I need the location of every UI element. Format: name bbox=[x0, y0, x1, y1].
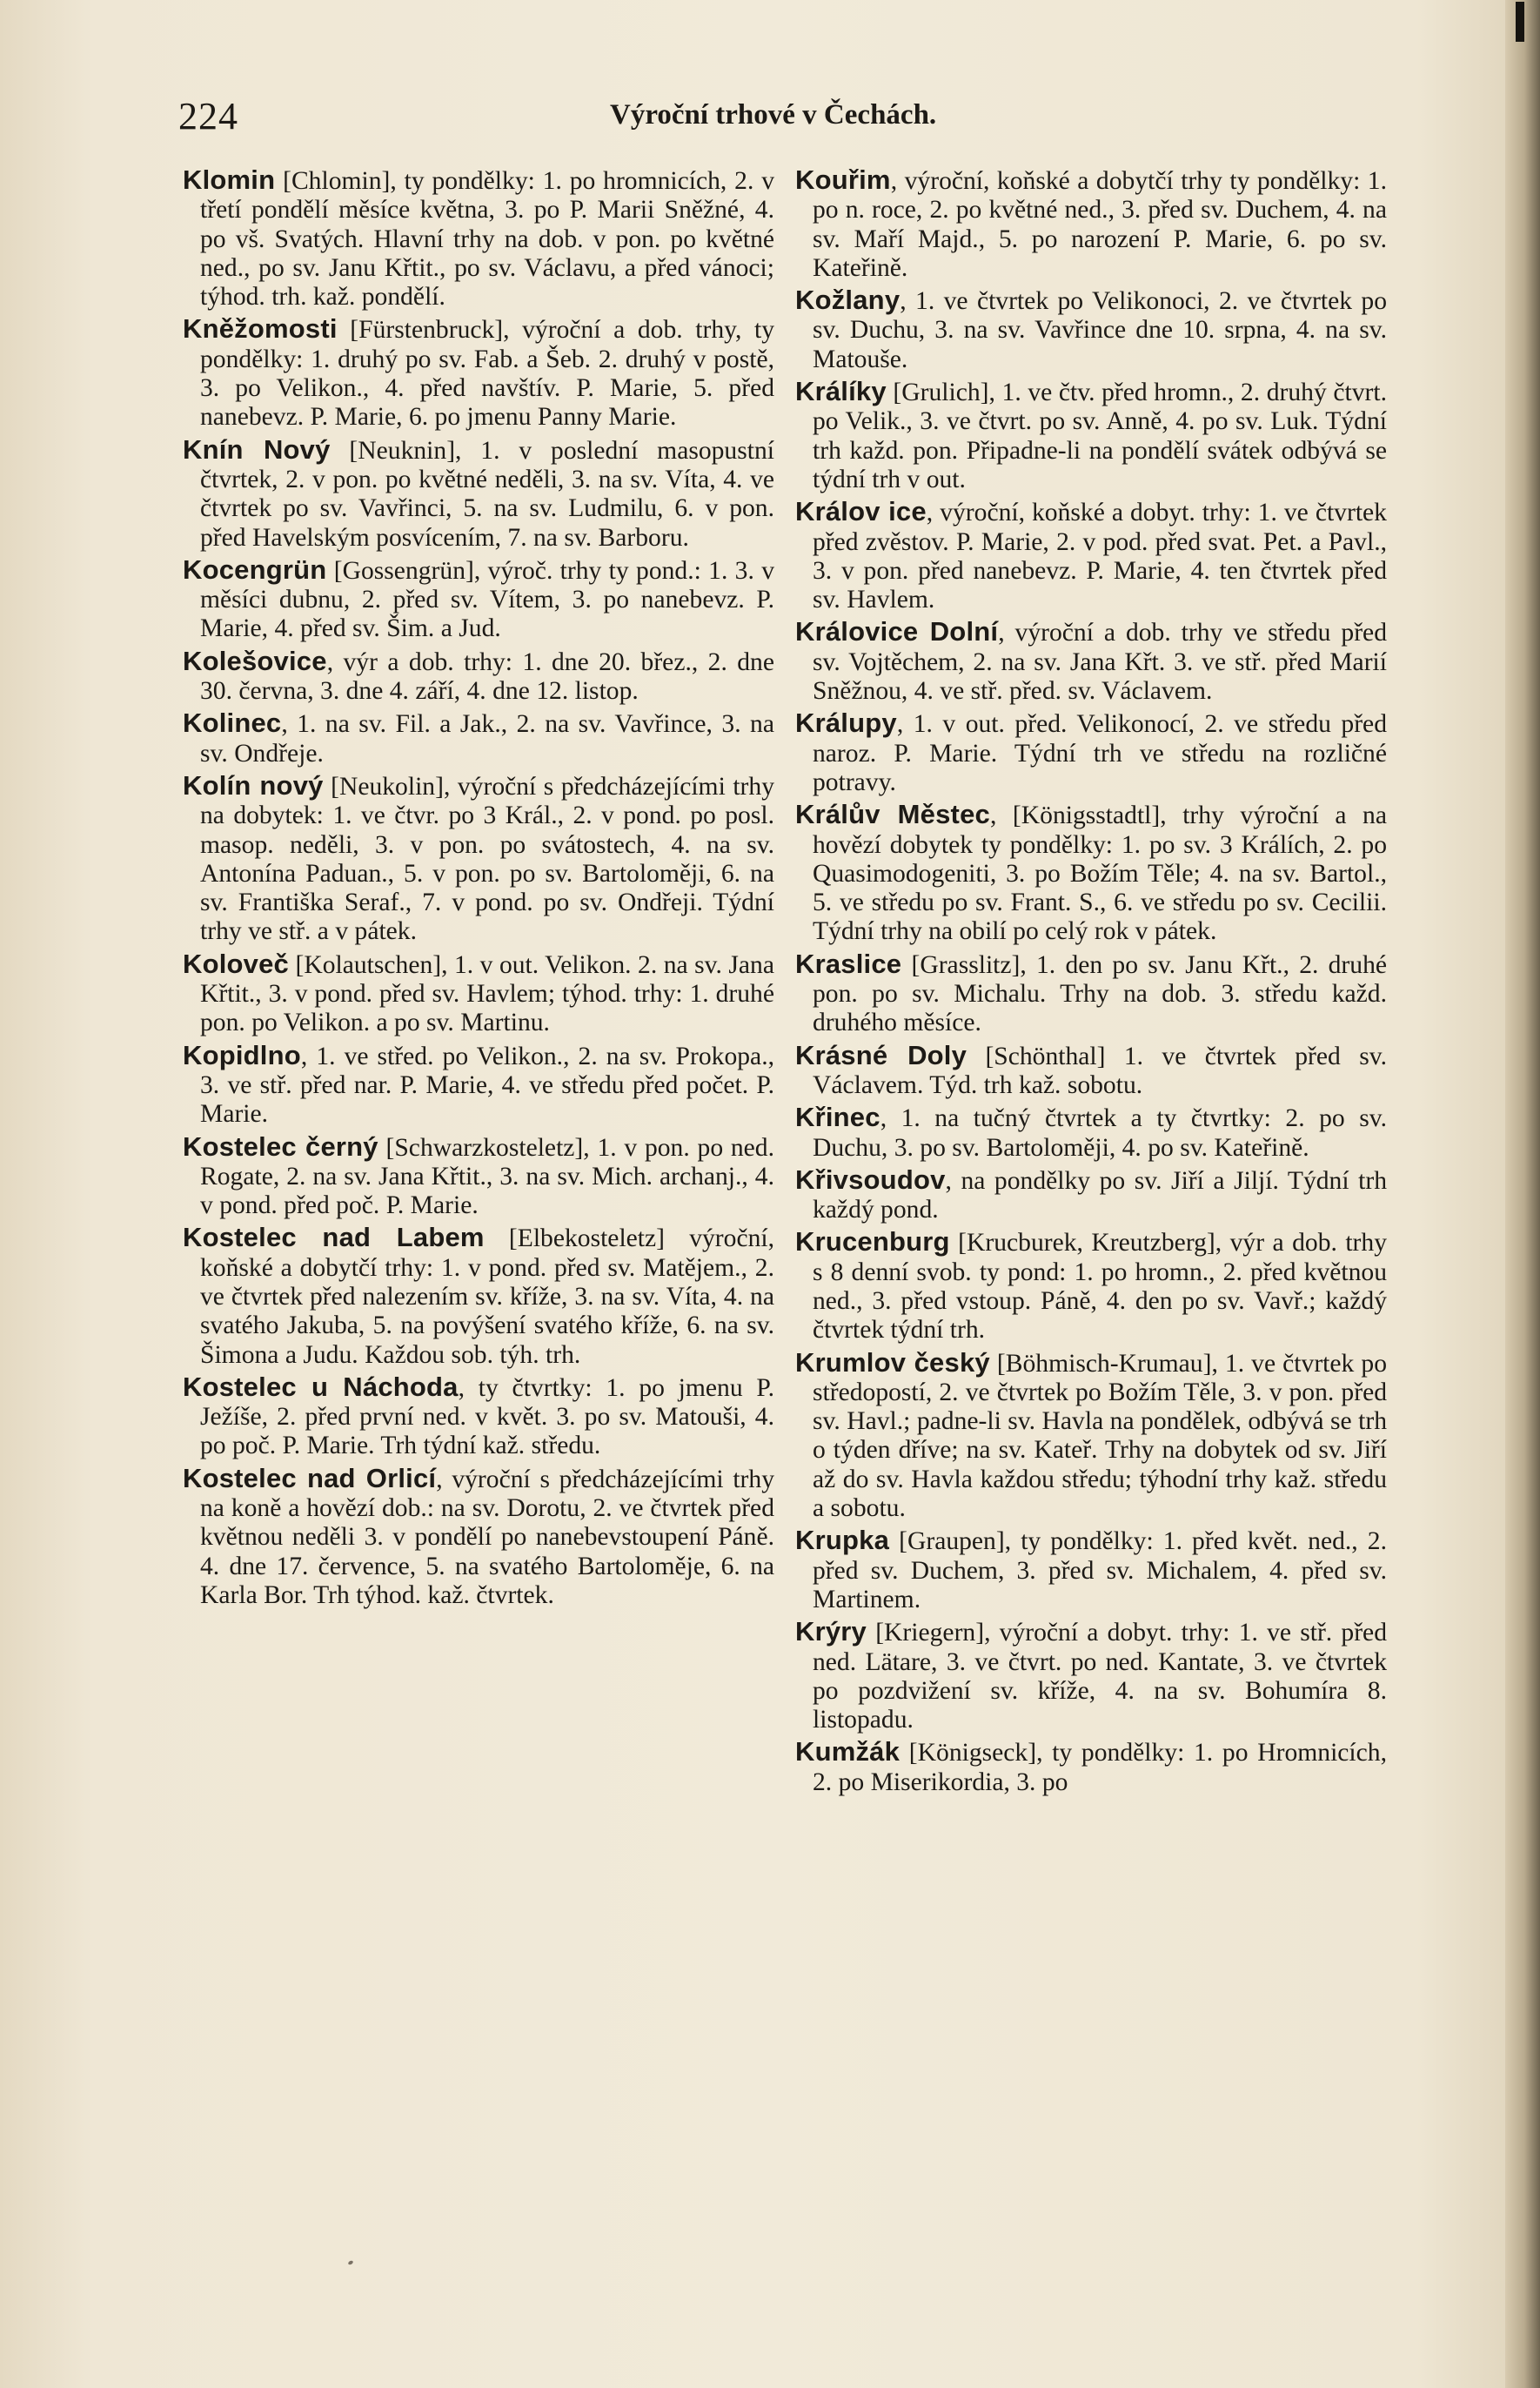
dictionary-entry bbox=[795, 1348, 1387, 1524]
entry-text: , 1. na sv. Fil. a Jak., 2. na sv. Vavřince, 3. na sv. Ondřeje. bbox=[200, 710, 774, 768]
entry-headword: Krýry bbox=[795, 1616, 867, 1647]
dictionary-entry bbox=[183, 771, 774, 947]
dictionary-entry bbox=[795, 1227, 1387, 1345]
entry-text: [Kolautschen], 1. v out. Velikon. 2. na sv. Jana Křtit., 3. v pond. před sv. Havlem; týhod. trhy: 1. druhé pon. po Velikon. a po sv. Martinu. bbox=[200, 950, 774, 1037]
entry-headword: Kostelec u Náchoda bbox=[183, 1371, 459, 1402]
entry-headword: Kolín nový bbox=[183, 769, 324, 801]
entry-text: , ty čtvrtky: 1. po jmenu P. Ježíše, 2. před první ned. v květ. 3. po sv. Matouši, 4. po poč. P. Marie. Trh týdní kaž. středu. bbox=[200, 1373, 774, 1460]
entry-headword: Králov ice bbox=[795, 496, 927, 527]
dictionary-entry bbox=[795, 1526, 1387, 1614]
page-number: 224 bbox=[178, 95, 238, 138]
dictionary-entry bbox=[795, 1737, 1387, 1797]
entry-headword: Kraslice bbox=[795, 948, 902, 979]
dictionary-entry bbox=[183, 1041, 774, 1130]
entry-text: [Neukolin], výroční s předcházejícími trhy na dobytek: 1. ve čtvr. po 3 Král., 2. v pond. po posl. masop. neděli, 3. v pon. po svátostech, 4. na sv. Antonína Paduan., 5. v pon. po sv. Bartoloměji, 6. na sv. Františka Seraf., 7. v pond. po sv. Ondřeji. Týdní trhy ve stř. a v pátek. bbox=[200, 772, 774, 946]
entry-text: , [Königsstadtl], trhy výroční a na hovězí dobytek ty pondělky: 1. po sv. 3 Králích, 2. po Quasimodogeniti, 3. po Božím Těle; 4. na sv. Bartol., 5. ve středu po sv. Frant. S., 6. ve středu po sv. Cecilii. Týdní trhy na obilí po celý rok v pátek. bbox=[813, 802, 1387, 946]
entry-headword: Kožlany bbox=[795, 285, 901, 316]
dictionary-entry bbox=[795, 708, 1387, 797]
dictionary-entry bbox=[795, 497, 1387, 614]
ink-speck-decoration bbox=[347, 2260, 353, 2265]
page-header bbox=[178, 94, 1405, 146]
entry-text: [Elbekosteletz] výroční, koňské a dobytčí trhy: 1. v pond. před sv. Matějem., 2. ve čtvrtek před nalezením sv. kříže, 3. na sv. Víta, 4. na svatého Jakuba, 5. na povýšení svatého kříže, 6. na sv. Šimona a Judu. Každou sob. týh. trh. bbox=[200, 1224, 775, 1369]
entry-headword: Kopidlno bbox=[183, 1039, 301, 1070]
dictionary-entry bbox=[795, 617, 1387, 706]
entry-headword: Kumžák bbox=[795, 1736, 901, 1768]
entry-text: [Königseck], ty pondělky: 1. po Hromnicích, 2. po Miserikordia, 3. po bbox=[813, 1739, 1387, 1796]
entry-headword: Křinec bbox=[795, 1102, 880, 1133]
binding-mark bbox=[1516, 2, 1524, 42]
entry-headword: Kostelec černý bbox=[183, 1130, 378, 1162]
entry-text: , 1. v out. před. Velikonocí, 2. ve středu před naroz. P. Marie. Týdní trh ve středu na rozličné potravy. bbox=[813, 710, 1387, 796]
dictionary-entry bbox=[795, 377, 1387, 494]
entry-headword: Klomin bbox=[183, 164, 276, 195]
entry-text: [Graupen], ty pondělky: 1. před květ. ned., 2. před sv. Duchem, 3. před sv. Michalem, 4. před sv. Martinem. bbox=[813, 1527, 1387, 1613]
entry-text: [Neuknin], 1. v poslední masopustní čtvrtek, 2. v pon. po květné neděli, 3. na sv. Víta, 4. ve čtvrtek po sv. Vavřinci, 5. na sv. Ludmilu, 6. v pon. před Havelským posvícením, 7. na sv. Barboru. bbox=[200, 436, 774, 552]
entry-text: , výroční a dob. trhy ve středu před sv. Vojtěchem, 2. na sv. Jana Křt. 3. ve stř. před Marií Sněžnou, 4. ve stř. před. sv. Václavem. bbox=[813, 619, 1387, 706]
dictionary-entry bbox=[183, 708, 774, 768]
left-column bbox=[183, 165, 774, 1613]
entry-headword: Králupy bbox=[795, 708, 897, 739]
entry-headword: Kocengrün bbox=[183, 553, 327, 585]
entry-text: , 1. ve střed. po Velikon., 2. na sv. Prokopa., 3. ve stř. před nar. P. Marie, 4. ve středu před počet. P. Marie. bbox=[200, 1042, 774, 1129]
entry-headword: Kostelec nad Orlicí bbox=[183, 1462, 437, 1493]
dictionary-entry bbox=[795, 949, 1387, 1038]
entry-headword: Krásné Doly bbox=[795, 1039, 968, 1070]
entry-headword: Králův Městec bbox=[795, 799, 990, 830]
entry-text: [Schwarzkosteletz], 1. v pon. po ned. Rogate, 2. na sv. Jana Křtit., 3. na sv. Mich. archanj., 4. v pond. před poč. P. Marie. bbox=[200, 1133, 775, 1220]
entry-headword: Křivsoudov bbox=[795, 1164, 946, 1195]
running-title: Výroční trhové v Čechách. bbox=[610, 99, 937, 131]
dictionary-entry bbox=[183, 555, 774, 644]
dictionary-entry bbox=[795, 1617, 1387, 1734]
entry-text: [Kriegern], výroční a dobyt. trhy: 1. ve stř. před ned. Lätare, 3. ve čtvrt. po ned. Kantate, 3. ve čtvrtek po pozdvižení sv. kříže, 4. na sv. Bohumíra 8. listopadu. bbox=[813, 1619, 1387, 1734]
dictionary-entry bbox=[795, 285, 1387, 374]
entry-headword: Králíky bbox=[795, 376, 887, 407]
dictionary-entry bbox=[183, 1372, 774, 1461]
dictionary-entry bbox=[183, 435, 774, 553]
entry-text: , 1. na tučný čtvrtek a ty čtvrtky: 2. po sv. Duchu, 3. po sv. Bartoloměji, 4. po sv. Kateřině. bbox=[813, 1104, 1387, 1162]
dictionary-entry bbox=[795, 1041, 1387, 1101]
entry-text: [Böhmisch-Krumau], 1. ve čtvrtek po středopostí, 2. ve čtvrtek po Božím Těle, 3. v pon. před sv. Havl.; padne-li sv. Havla na pondělek, odbývá se trh o týden dříve; na sv. Kateř. Trhy na dobytek od sv. Jiří až do sv. Havla každou středu; týhodní trhy kaž. středu a sobotu. bbox=[813, 1349, 1387, 1523]
entry-text: [Grasslitz], 1. den po sv. Janu Křt., 2. druhé pon. po sv. Michalu. Trhy na dob. 3. středu každ. druhého měsíce. bbox=[813, 950, 1387, 1037]
dictionary-entry bbox=[795, 165, 1387, 283]
entry-text: , výroční, koňské a dobytčí trhy ty pondělky: 1. po n. roce, 2. po květné ned., 3. před sv. Duchem, 4. na sv. Maří Majd., 5. po narození P. Marie, 6. po sv. Kateřině. bbox=[813, 167, 1387, 282]
dictionary-entry bbox=[183, 1223, 774, 1369]
dictionary-entry bbox=[183, 647, 774, 707]
entry-text: [Gossengrün], výroč. trhy ty pond.: 1. 3. v měsíci dubnu, 2. před sv. Vítem, 3. po nanebevz. P. Marie, 4. před sv. Šim. a Jud. bbox=[200, 556, 774, 643]
dictionary-entry bbox=[183, 949, 774, 1038]
entry-headword: Krucenburg bbox=[795, 1226, 950, 1258]
entry-text: [Chlomin], ty pondělky: 1. po hromnicích, 2. v třetí pondělí měsíce května, 3. po P. Marii Sněžné, 4. po vš. Svatých. Hlavní trhy na dob. v pon. po květné ned., po sv. Janu Křtit., po sv. Václavu, a před vánoci; týhod. trh. kaž. pondělí. bbox=[200, 167, 774, 312]
entry-text: [Grulich], 1. ve čtv. před hromn., 2. druhý čtvrt. po Velik., 3. ve čtvrt. po sv. Anně, 4. po sv. Luk. Týdní trh každ. pon. Připadne-li na pondělí svátek odbývá se týdní trh v out. bbox=[813, 379, 1387, 493]
dictionary-entry bbox=[795, 800, 1387, 946]
entry-text: , na pondělky po sv. Jiří a Jiljí. Týdní trh každý pond. bbox=[813, 1166, 1387, 1224]
entry-headword: Krupka bbox=[795, 1525, 890, 1556]
entry-headword: Kolinec bbox=[183, 708, 282, 739]
page-gutter-shadow bbox=[1505, 0, 1540, 2388]
entry-text: [Krucburek, Kreutzberg], výr a dob. trhy s 8 denní svob. ty pond: 1. po hromn., 2. před květnou ned., 3. před vstoup. Páně, 4. den po sv. Vavř.; každý čtvrtek týdní trh. bbox=[813, 1229, 1387, 1345]
entry-text: , výroční, koňské a dobyt. trhy: 1. ve čtvrtek před zvěstov. P. Marie, 2. v pod. před svat. Pet. a Pavl., 3. v pon. před nanebevz. P. Marie, 4. ten čtvrtek před sv. Havlem. bbox=[813, 499, 1387, 614]
entry-text: [Fürstenbruck], výroční a dob. trhy, ty pondělky: 1. druhý po sv. Fab. a Šeb. 2. druhý v postě, 3. po Velikon., 4. před navštív. P. Marie, 5. před nanebevz. P. Marie, 6. po jmenu Panny Marie. bbox=[200, 316, 774, 432]
dictionary-entry bbox=[795, 1103, 1387, 1163]
entry-headword: Kouřim bbox=[795, 164, 891, 195]
entry-text: , výroční s předcházejícími trhy na koně a hovězí dob.: na sv. Dorotu, 2. ve čtvrtek před květnou neděli 3. v pondělí po nanebevstoupení Páně. 4. dne 17. července, 5. na svatého Bartoloměje, 6. na Karla Bor. Trh týhod. kaž. čtvrtek. bbox=[200, 1465, 774, 1609]
dictionary-entry bbox=[183, 1132, 774, 1221]
entry-text: , 1. ve čtvrtek po Velikonoci, 2. ve čtvrtek po sv. Duchu, 3. na sv. Vavřince dne 10. srpna, 4. na sv. Matouše. bbox=[813, 287, 1387, 373]
entry-headword: Knín Nový bbox=[183, 433, 331, 465]
right-column bbox=[795, 165, 1387, 1800]
dictionary-entry bbox=[183, 165, 774, 312]
entry-text: , výr a dob. trhy: 1. dne 20. břez., 2. dne 30. června, 3. dne 4. září, 4. dne 12. listop. bbox=[200, 647, 774, 706]
dictionary-entry bbox=[183, 1464, 774, 1610]
entry-headword: Královice Dolní bbox=[795, 616, 999, 647]
entry-text: [Schönthal] 1. ve čtvrtek před sv. Václavem. Týd. trh kaž. sobotu. bbox=[813, 1042, 1387, 1099]
entry-headword: Kostelec nad Labem bbox=[183, 1222, 485, 1253]
dictionary-entry bbox=[183, 314, 774, 432]
entry-headword: Krumlov český bbox=[795, 1346, 990, 1378]
entry-headword: Kněžomosti bbox=[183, 313, 338, 345]
entry-headword: Kolešovice bbox=[183, 645, 327, 676]
dictionary-entry bbox=[795, 1165, 1387, 1225]
entry-headword: Koloveč bbox=[183, 948, 289, 979]
